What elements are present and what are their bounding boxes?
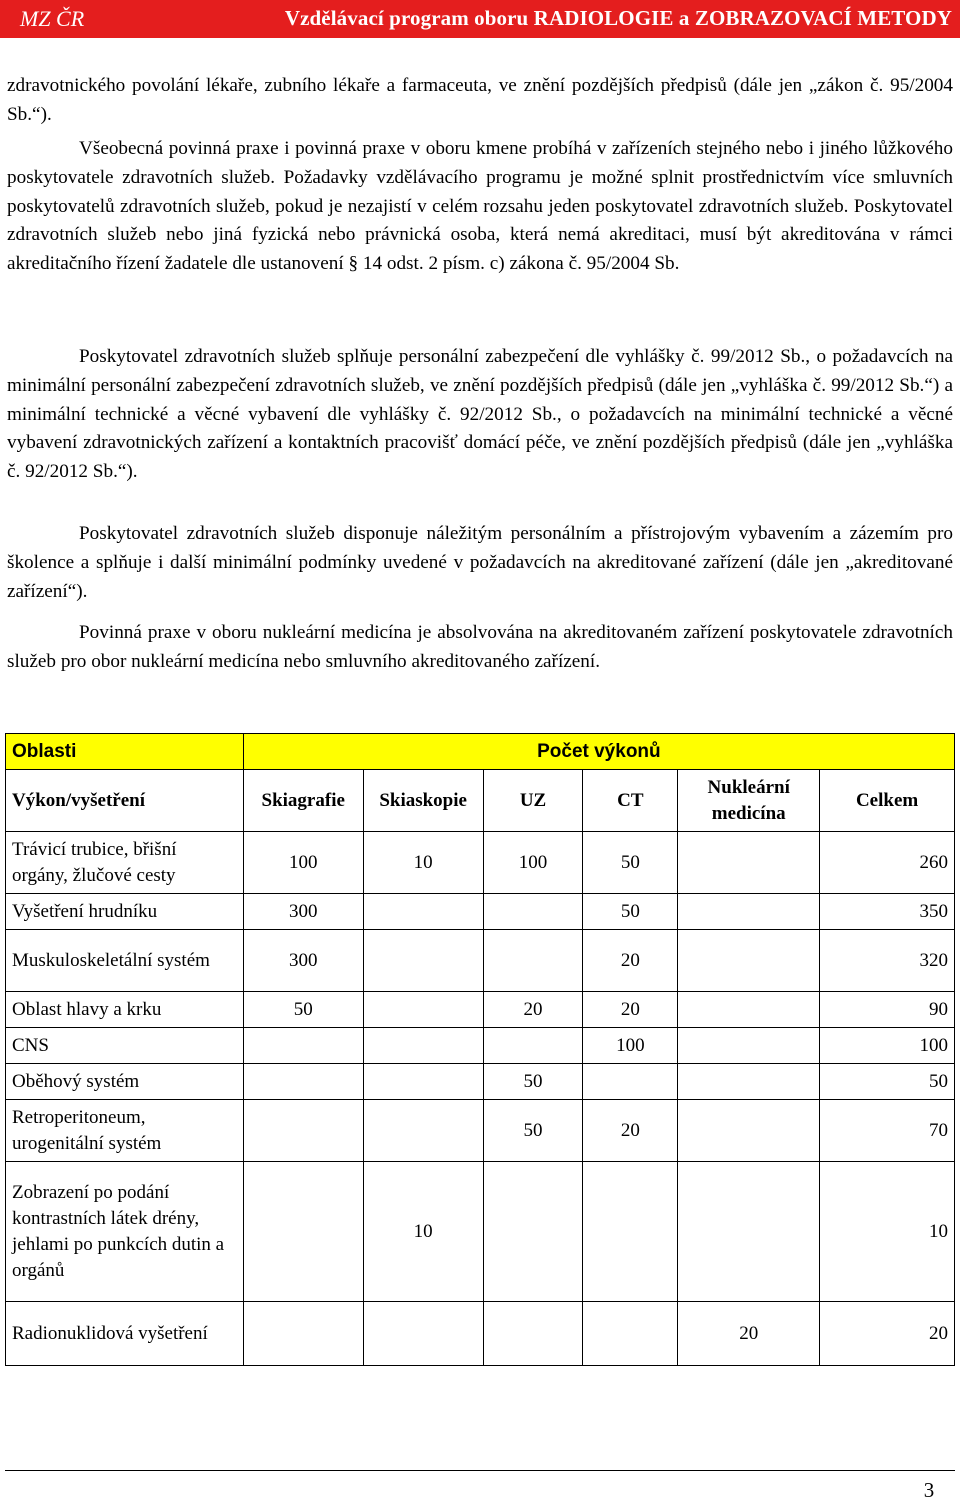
cell-celkem: 70	[820, 1100, 955, 1162]
cell-celkem: 100	[820, 1028, 955, 1064]
col-skiagrafie: Skiagrafie	[243, 770, 363, 832]
cell-celkem: 350	[820, 894, 955, 930]
table-header-row-2	[6, 770, 955, 832]
cell-skiaskopie	[363, 1100, 483, 1162]
cell-skiagrafie: 300	[243, 930, 363, 992]
cell-skiagrafie	[243, 1302, 363, 1366]
cell-nuklearni	[678, 1064, 820, 1100]
row-label: CNS	[6, 1028, 244, 1064]
cell-ct	[583, 1064, 678, 1100]
row-label: Vyšetření hrudníku	[6, 894, 244, 930]
cell-ct	[583, 1162, 678, 1302]
cell-uz	[483, 894, 583, 930]
header-pocet-vykonu: Počet výkonů	[243, 734, 954, 770]
cell-celkem: 260	[820, 832, 955, 894]
table-row	[6, 832, 955, 894]
cell-uz	[483, 930, 583, 992]
cell-ct: 20	[583, 992, 678, 1028]
cell-uz: 20	[483, 992, 583, 1028]
cell-skiaskopie	[363, 1302, 483, 1366]
col-uz: UZ	[483, 770, 583, 832]
cell-uz: 50	[483, 1064, 583, 1100]
cell-uz: 50	[483, 1100, 583, 1162]
table-header-row-1	[6, 734, 955, 770]
cell-celkem: 320	[820, 930, 955, 992]
cell-celkem: 20	[820, 1302, 955, 1366]
col-ct: CT	[583, 770, 678, 832]
cell-skiagrafie	[243, 1162, 363, 1302]
cell-skiagrafie: 100	[243, 832, 363, 894]
paragraph-equipment: Poskytovatel zdravotních služeb disponuje náležitým personálním a přístrojovým vybavením a zázemím pro školence a splňuje i další minimální podmínky uvedené v požadavcích na akreditované zařízení (dále jen „akreditované zařízení“).	[7, 523, 953, 602]
row-label: Trávicí trubice, břišní orgány, žlučové cesty	[6, 832, 244, 894]
cell-skiaskopie: 10	[363, 1162, 483, 1302]
cell-nuklearni	[678, 894, 820, 930]
cell-nuklearni	[678, 1028, 820, 1064]
footer-divider	[5, 1470, 955, 1471]
cell-nuklearni	[678, 930, 820, 992]
cell-nuklearni	[678, 1162, 820, 1302]
cell-skiaskopie	[363, 1028, 483, 1064]
cell-skiagrafie	[243, 1064, 363, 1100]
row-label: Oběhový systém	[6, 1064, 244, 1100]
cell-skiaskopie: 10	[363, 832, 483, 894]
paragraph-nuclear-medicine: Povinná praxe v oboru nukleární medicína je absolvována na akreditovaném zařízení poskytovatele zdravotních služeb pro obor nukleární medicína nebo smluvního akreditovaného zařízení.	[7, 622, 953, 672]
col-celkem: Celkem	[820, 770, 955, 832]
cell-celkem: 90	[820, 992, 955, 1028]
cell-ct: 20	[583, 930, 678, 992]
cell-uz	[483, 1028, 583, 1064]
cell-skiagrafie: 50	[243, 992, 363, 1028]
table-row	[6, 894, 955, 930]
cell-ct: 50	[583, 832, 678, 894]
paragraph-practice: Všeobecná povinná praxe i povinná praxe v oboru kmene probíhá v zařízeních stejného nebo i jiného lůžkového poskytovatele zdravotních služeb. Požadavky vzdělávacího programu je možné splnit prostřednictvím více smluvních poskytovatelů zdravotních služeb, pokud je nezajistí v celém rozsahu jeden poskytovatel zdravotních služeb. Poskytovatel zdravotních služeb nebo jiná fyzická nebo právnická osoba, která nemá akreditaci, musí být akreditována v rámci akreditačního řízení žadatele dle ustanovení § 14 odst. 2 písm. c) zákona č. 95/2004 Sb.	[7, 138, 953, 275]
col-nuklearni-medicina: Nukleární medicína	[678, 770, 820, 832]
row-label: Retroperitoneum, urogenitální systém	[6, 1100, 244, 1162]
col-skiaskopie: Skiaskopie	[363, 770, 483, 832]
row-label: Muskuloskeletální systém	[6, 930, 244, 992]
row-label: Radionuklidová vyšetření	[6, 1302, 244, 1366]
table-row	[6, 1028, 955, 1064]
header-title: Vzdělávací program oboru RADIOLOGIE a ZOBRAZOVACÍ METODY	[284, 6, 952, 30]
row-label: Oblast hlavy a krku	[6, 992, 244, 1028]
paragraph-personnel: Poskytovatel zdravotních služeb splňuje personální zabezpečení dle vyhlášky č. 99/2012 Sb., o požadavcích na minimální personální zabezpečení zdravotních služeb, ve znění pozdějších předpisů (dále jen „vyhláška č. 99/2012 Sb.“) a minimální technické a věcné vybavení dle vyhlášky č. 92/2012 Sb., o požadavcích na minimální technické a věcné vybavení zdravotnických zařízení a kontaktních pracovišť domácí péče, ve znění pozdějších předpisů (dále jen „vyhláška č. 92/2012 Sb.“).	[7, 346, 953, 483]
cell-skiagrafie: 300	[243, 894, 363, 930]
page-header	[0, 0, 960, 38]
cell-celkem: 50	[820, 1064, 955, 1100]
procedures-table	[5, 733, 955, 1366]
cell-skiaskopie	[363, 930, 483, 992]
row-label: Zobrazení po podání kontrastních látek drény, jehlami po punkcích dutin a orgánů	[6, 1162, 244, 1302]
cell-nuklearni	[678, 1100, 820, 1162]
table-row	[6, 1064, 955, 1100]
cell-uz: 100	[483, 832, 583, 894]
cell-skiagrafie	[243, 1100, 363, 1162]
table-row	[6, 1100, 955, 1162]
cell-ct: 100	[583, 1028, 678, 1064]
page-number: 3	[923, 1478, 935, 1502]
cell-skiagrafie	[243, 1028, 363, 1064]
cell-ct: 50	[583, 894, 678, 930]
header-ministry: MZ ČR	[20, 6, 85, 31]
cell-ct	[583, 1302, 678, 1366]
paragraph-law-ref: zdravotnického povolání lékaře, zubního lékaře a farmaceuta, ve znění pozdějších předpisů (dále jen „zákon č. 95/2004 Sb.“).	[7, 75, 953, 125]
cell-skiaskopie	[363, 894, 483, 930]
col-vykon: Výkon/vyšetření	[6, 770, 244, 832]
table-row	[6, 1302, 955, 1366]
cell-celkem: 10	[820, 1162, 955, 1302]
header-oblasti: Oblasti	[6, 734, 244, 770]
cell-uz	[483, 1302, 583, 1366]
table-row	[6, 1162, 955, 1302]
cell-nuklearni	[678, 992, 820, 1028]
cell-skiaskopie	[363, 992, 483, 1028]
cell-uz	[483, 1162, 583, 1302]
table-row	[6, 930, 955, 992]
cell-nuklearni: 20	[678, 1302, 820, 1366]
cell-nuklearni	[678, 832, 820, 894]
cell-ct: 20	[583, 1100, 678, 1162]
table-row	[6, 992, 955, 1028]
cell-skiaskopie	[363, 1064, 483, 1100]
